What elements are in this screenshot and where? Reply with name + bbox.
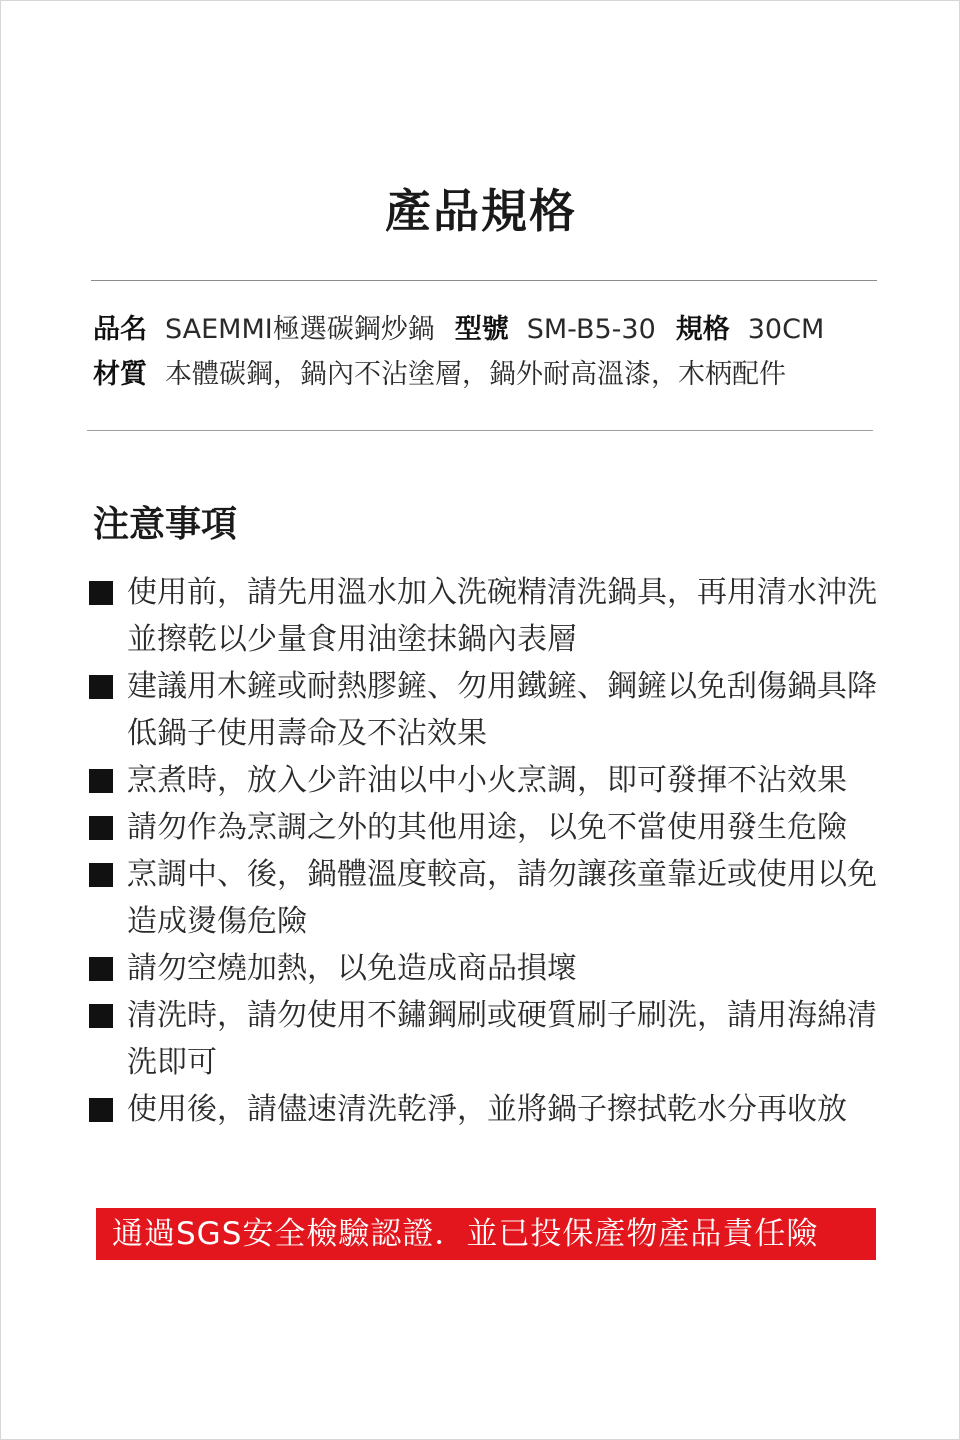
page-title: 產品規格 [385, 184, 577, 238]
note-text: 使用前，請先用溫水加入洗碗精清洗鍋具，再用清水沖洗並擦乾以少量食用油塗抹鍋內表層 [127, 575, 877, 657]
divider-bottom [87, 430, 873, 431]
list-item [89, 663, 889, 757]
notes-heading: 注意事項 [93, 504, 238, 545]
square-bullet-icon [89, 1004, 113, 1028]
note-text: 烹調中、後，鍋體溫度較高，請勿讓孩童靠近或使用以免造成燙傷危險 [127, 857, 877, 939]
list-item [89, 757, 889, 804]
list-item [89, 1086, 889, 1133]
model-value: SM-B5-30 [526, 314, 656, 345]
square-bullet-icon [89, 1098, 113, 1122]
note-text: 請勿作為烹調之外的其他用途，以免不當使用發生危險 [127, 810, 847, 845]
product-name-value: SAEMMI極選碳鋼炒鍋 [165, 314, 435, 345]
square-bullet-icon [89, 675, 113, 699]
list-item [89, 992, 889, 1086]
spec-row-1 [93, 310, 844, 350]
note-text: 建議用木鏟或耐熱膠鏟、勿用鐵鏟、鋼鏟以免刮傷鍋具降低鍋子使用壽命及不沾效果 [127, 669, 877, 751]
square-bullet-icon [89, 769, 113, 793]
product-name-label: 品名 [93, 314, 147, 345]
note-text: 烹煮時，放入少許油以中小火烹調，即可發揮不沾效果 [127, 763, 847, 798]
spec-row-2 [93, 355, 806, 395]
square-bullet-icon [89, 581, 113, 605]
note-text: 請勿空燒加熱，以免造成商品損壞 [127, 951, 577, 986]
note-text: 使用後，請儘速清洗乾淨，並將鍋子擦拭乾水分再收放 [127, 1092, 847, 1127]
list-item [89, 851, 889, 945]
material-value: 本體碳鋼，鍋內不沾塗層，鍋外耐高溫漆，木柄配件 [165, 359, 786, 390]
square-bullet-icon [89, 863, 113, 887]
divider-top [91, 280, 877, 281]
material-label: 材質 [93, 359, 147, 390]
square-bullet-icon [89, 816, 113, 840]
certification-banner: 通過SGS安全檢驗認證．並已投保產物產品責任險 [96, 1208, 876, 1260]
size-value: 30CM [747, 314, 825, 345]
model-label: 型號 [454, 314, 509, 345]
notes-list [89, 569, 889, 1133]
note-text: 清洗時，請勿使用不鏽鋼刷或硬質刷子刷洗，請用海綿清洗即可 [127, 998, 877, 1080]
list-item [89, 945, 889, 992]
square-bullet-icon [89, 957, 113, 981]
list-item [89, 569, 889, 663]
list-item [89, 804, 889, 851]
size-label: 規格 [675, 314, 730, 345]
